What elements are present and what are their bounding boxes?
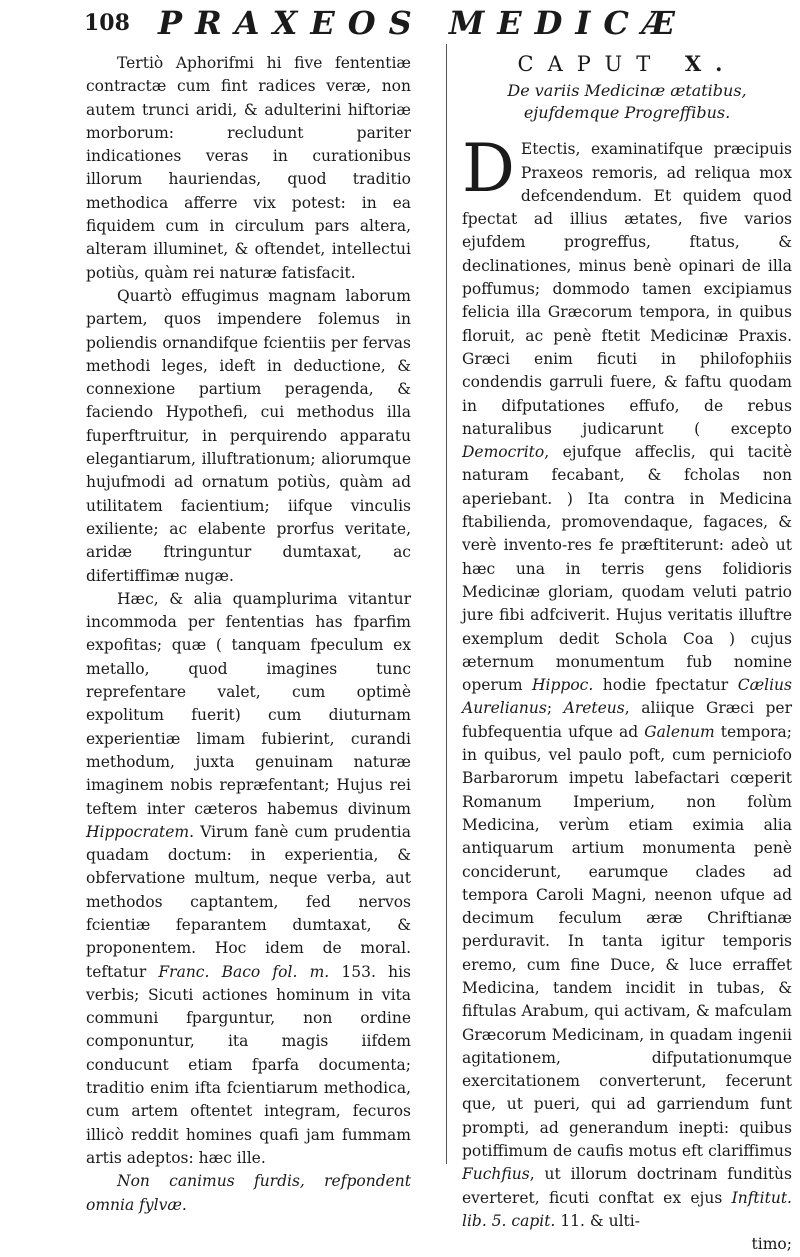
separator: ; xyxy=(546,699,553,718)
caput-label: CAPUT xyxy=(517,52,665,76)
quote-text: Non canimus furdis, refpondent omnia fylvæ. xyxy=(86,1172,411,1214)
democritus-name: Democrito xyxy=(462,443,545,462)
page-number: 108 xyxy=(84,10,130,36)
chapter-heading xyxy=(462,52,792,76)
page-header xyxy=(0,4,800,44)
aretaeus-name: Areteus xyxy=(563,699,625,718)
institutiones-citation: Inftitut. lib. 5. capit. xyxy=(462,1188,792,1230)
text-run: tempora; in quibus, vel paulo poft, cum perniciofo Barbarorum impetu labefactari cœperit Romanum Imperium, non folùm Medicina, verùm etiam eximia alia antiquarum artium monumenta penè conciderunt, earumque clades ad tempora Caroli Magni, neenon ufque ad decimum feculum æræ Chriftianæ perduravit. In tanta igitur temporis eremo, cum fine Duce, & luce erraffet Medicina, tandem incidit in tubas, & fiftulas Arabum, qui activam, & mafculam Græcorum Medicinam, in quadam ingenii agitationem, difputationumque exercitationem converterunt, fecerunt que, ut pueri, qui ad garriendum funt prompti, ad generandum inepti: quibus potiffimum de caufis motus eft clariffimus xyxy=(462,722,793,1161)
text-run: , ut illorum doctrinam funditùs everteret, ficuti conftat ex ejus xyxy=(462,1165,792,1207)
column-divider xyxy=(446,44,447,1164)
closing-quote xyxy=(86,1170,411,1217)
text-run: 11. & ulti- xyxy=(560,1211,640,1230)
right-paragraph-1 xyxy=(462,130,793,1233)
hippocrates-name: Hippocratem xyxy=(86,822,190,841)
text-run: hodie fpectatur xyxy=(602,676,729,695)
chapter-title: De variis Medicinæ ætatibus, ejufdemque Progreffibus. xyxy=(507,81,747,123)
hippocrates-abbrev: Hippoc. xyxy=(532,676,594,695)
galenus-name: Galenum xyxy=(644,722,715,741)
right-column xyxy=(462,52,792,1257)
text-run: Hæc, & alia quamplurima vitantur incommoda per fententias has fparfim expofitas; quæ ( tanquam fpeculum ex metallo, quod imagines tunc reprefentare valet, cum optimè expolitum fuerit) cum diuturnam experientiæ limam fubierint, curandi methodum, juxta genuinam naturæ imaginem nobis repræfentant; Hujus rei teftem inter cæteros habemus divinum xyxy=(86,589,411,818)
bacon-citation: Franc. Baco fol. m. xyxy=(158,962,330,981)
text-run: Etectis, examinatifque præcipuis Praxeos remoris, ad reliqua mox defcendendum. Et quidem quod fpectat ad illius ætates, five varios ejufdem progreffus, ftatus, & declinationes, minus benè opinari de illa poffumus; dommodo tamen excipiamus felicia illa Græcorum tempora, in quibus floruit, ac penè ftetit Medicinæ Praxis. Græci enim ficuti in philofophiis condendis garruli fuere, & faftu quodam in difputationes effufo, de rebus naturalibus judicarunt ( excepto xyxy=(462,140,792,438)
text-run: , ejufque affeclis, qui tacitè naturam fecabant, & fcholas non aperiebant. ) Ita contra in Medicina ftabilienda, promovendaque, fagaces, & verè invento-res fe præftiterunt: adeò ut hæc una in terris gens folidioris Medicinæ gloriam, quodam veluti patrio jure fibi adfciverit. Hujus veritatis illuftre exemplum dedit Schola Coa ) cujus æternum monumentum fub nomine operum xyxy=(462,443,792,695)
text-run: . Virum fanè cum prudentia quadam doctum: in experientia, & obfervatione multum, neque verba, aut methodos captantem, fed nervos fcientiæ feparantem dumtaxat, & proponentem. Hoc idem de moral. teftatur xyxy=(86,822,411,981)
catchword: timo; xyxy=(751,1235,792,1254)
caelius-name: Cælius Aurelianus xyxy=(462,676,792,718)
running-head: PRAXEOS MEDICÆ xyxy=(158,4,688,42)
left-paragraph-3 xyxy=(86,588,411,1170)
drop-cap: D xyxy=(462,130,515,208)
text-run: , aliique Græci per fubfequentia ufque ad xyxy=(462,699,792,741)
left-column xyxy=(86,52,411,1217)
text-run: 153. his verbis; Sicuti actiones hominum in vita communi fparguntur, non ordine componuntur, ita magis iifdem conducunt etiam fparfa documenta; traditio enim ifta fcientiarum methodica, cum artem oftentet integram, fecuros illicò reddit homines quafi jam fummam artis adeptos: hæc ille. xyxy=(86,962,411,1167)
left-paragraph-2: Quartò effugimus magnam laborum partem, quos impendere folemus in poliendis ornandifque fcientiis per fervas methodi leges, ideft in deductione, & connexione partium peragenda, & faciendo Hypothefi, cui methodus illa fuperftruitur, in perquirendo apparatu elegantiarum, illuftrationum; aliorumque hujufmodi ad ornatum potiùs, quàm ad utilitatem facientium; iifque vinculis exiliente; ac elabente prorfus veritate, aridæ ftringuntur dumtaxat, ac difertiffimæ nugæ. xyxy=(86,286,411,585)
caput-number: X. xyxy=(684,51,737,76)
left-paragraph-1: Tertiò Aphorifmi hi five fententiæ contractæ cum fint radices veræ, non autem trunci aridi, & adulterini hiftoriæ morborum: recludunt pariter indicationes veras in curationibus illorum hauriendas, quod traditio methodica afferre vix potest: in ea fiquidem cum in circulum pars altera, alteram illuminet, & oftendet, intellectui potiùs, quàm rei naturæ fatisfacit. xyxy=(86,54,411,282)
fuchsius-name: Fuchfius xyxy=(462,1165,530,1184)
